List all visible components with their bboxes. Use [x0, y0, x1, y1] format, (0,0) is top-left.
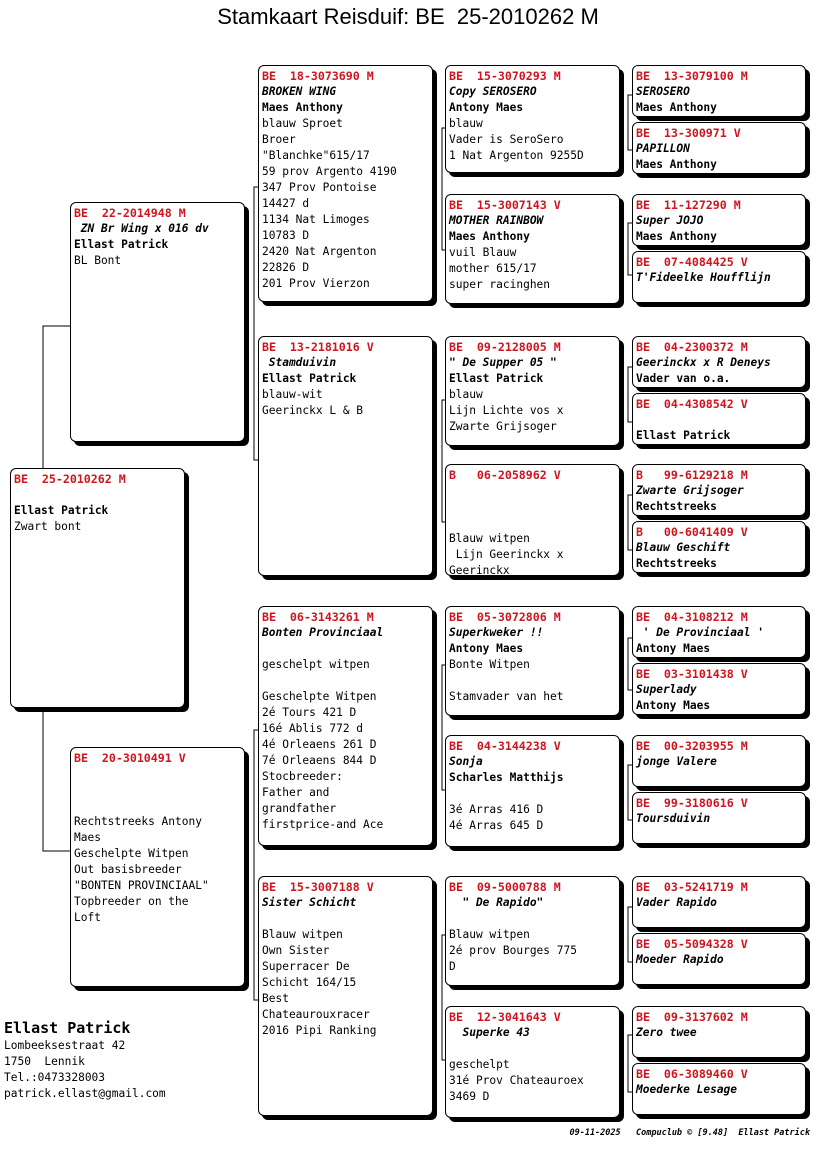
pigeon-info-line: Loft [74, 911, 101, 924]
pigeon-info-line: firstprice-and Ace [262, 818, 384, 831]
pigeon-card-p6 [258, 876, 433, 1116]
pigeon-card-p28 [632, 933, 806, 985]
pigeon-info-line: Geerinckx [449, 564, 510, 576]
owner-city: 1750 Lennik [4, 1055, 85, 1068]
pigeon-info-line: Broer [262, 133, 296, 146]
breeder-name: Rechtstreeks [636, 500, 717, 513]
pigeon-card-p4 [258, 336, 433, 576]
breeder-name: Maes Anthony [636, 101, 717, 114]
pigeon-card-p1 [70, 202, 245, 442]
ring-number: BE 00-3203955 M [636, 739, 748, 753]
pigeon-card-p10 [445, 464, 620, 576]
pigeon-name: MOTHER RAINBOW [449, 214, 544, 227]
pigeon-info-line: 347 Prov Pontoise [262, 181, 377, 194]
owner-name: Ellast Patrick [4, 1019, 131, 1037]
pigeon-name: Zero twee [636, 1026, 697, 1039]
pigeon-name: jonge Valere [636, 755, 717, 768]
pigeon-info-line: super racinghen [449, 278, 551, 291]
pigeon-info-line: 4é Orleaens 261 D [262, 738, 377, 751]
ring-number: BE 05-5094328 V [636, 937, 748, 951]
pigeon-info-line: vuil Blauw [449, 246, 517, 259]
pigeon-name: Blauw Geschift [636, 541, 731, 554]
pigeon-info-line: geschelpt witpen [262, 658, 370, 671]
pigeon-info-line: 22826 D [262, 261, 310, 274]
pigeon-info-line: Blauw witpen [449, 532, 530, 545]
pigeon-card-p30 [632, 1063, 806, 1115]
pigeon-info-line: 1134 Nat Limoges [262, 213, 370, 226]
pigeon-info-line: 2420 Nat Argenton [262, 245, 377, 258]
pigeon-name: Moeder Rapido [636, 953, 724, 966]
pigeon-name: Superlady [636, 683, 697, 696]
pigeon-card-p27 [632, 876, 806, 928]
pigeon-card-p15 [632, 65, 806, 117]
pigeon-info-line: Topbreeder on the [74, 895, 189, 908]
pigeon-info-line: Geerinckx L & B [262, 404, 364, 417]
pigeon-name: Vader Rapido [636, 896, 717, 909]
ring-number: BE 03-3101438 V [636, 667, 748, 681]
pigeon-card-p13 [445, 876, 620, 986]
ring-number: BE 03-5241719 M [636, 880, 748, 894]
pigeon-info-line: Blauw witpen [262, 928, 343, 941]
pigeon-card-p24 [632, 663, 806, 715]
pigeon-info-line: Own Sister [262, 944, 330, 957]
owner-email: patrick.ellast@gmail.com [4, 1087, 166, 1100]
pigeon-info-line [449, 499, 616, 515]
pigeon-info-line: Lijn Lichte vos x [449, 404, 564, 417]
pigeon-card-p5 [258, 606, 433, 846]
ring-number: BE 11-127290 M [636, 198, 741, 212]
pigeon-info-line: 3469 D [449, 1090, 490, 1103]
ring-number: BE 04-2300372 M [636, 340, 748, 354]
pigeon-info-line: D [449, 960, 456, 973]
pigeon-info-line: geschelpt [449, 1058, 510, 1071]
pigeon-info-line: 3é Arras 416 D [449, 803, 544, 816]
pigeon-card-p8 [445, 194, 620, 304]
pigeon-info-line [449, 911, 616, 927]
pigeon-info-line: Father and [262, 786, 330, 799]
ring-number: BE 25-2010262 M [14, 472, 126, 486]
ring-number: BE 13-2181016 V [262, 340, 374, 354]
breeder-name: Ellast Patrick [449, 372, 544, 385]
pigeon-info-line: Vader is SeroSero [449, 133, 564, 146]
ring-number: BE 15-3007188 V [262, 880, 374, 894]
pigeon-name: Zwarte Grijsoger [636, 484, 744, 497]
pigeon-info-line [449, 786, 616, 802]
pigeon-info-line: Blauw witpen [449, 928, 530, 941]
pigeon-info-line: blauw [449, 117, 483, 130]
pigeon-info-line [14, 487, 181, 503]
pigeon-info-line [74, 782, 241, 798]
ring-number: BE 12-3041643 V [449, 1010, 561, 1024]
pigeon-name: BROKEN WING [262, 85, 337, 98]
ring-number: BE 06-3143261 M [262, 610, 374, 624]
pigeon-info-line [74, 798, 241, 814]
pigeon-info-line: Geschelpte Witpen [74, 847, 189, 860]
pigeon-card-p19 [632, 336, 806, 388]
pigeon-name: " De Supper 05 " [449, 356, 557, 369]
pigeon-info-line [449, 673, 616, 689]
pigeon-info-line [74, 766, 241, 782]
pigeon-name: Geerinckx x R Deneys [636, 356, 771, 369]
pigeon-name: Stamduivin [262, 356, 337, 369]
page-title: Stamkaart Reisduif: BE 25-2010262 M [217, 4, 599, 29]
pigeon-info-line: blauw [449, 388, 483, 401]
pigeon-card-p0 [10, 468, 185, 708]
breeder-name: Antony Maes [449, 642, 524, 655]
pigeon-info-line: grandfather [262, 802, 337, 815]
pigeon-info-line: 31é Prov Chateauroex [449, 1074, 584, 1087]
pigeon-info-line: 7é Orleaens 844 D [262, 754, 377, 767]
pigeon-info-line: blauw-wit [262, 388, 323, 401]
pigeon-card-p16 [632, 122, 806, 174]
pigeon-name: ' De Provinciaal ' [636, 626, 764, 639]
pigeon-info-line [449, 483, 616, 499]
pigeon-info-line: Lijn Geerinckx x [449, 548, 564, 561]
ring-number: BE 05-3072806 M [449, 610, 561, 624]
pigeon-info-line: Maes [74, 831, 101, 844]
ring-number: BE 07-4084425 V [636, 255, 748, 269]
breeder-name: Antony Maes [636, 642, 711, 655]
pigeon-card-p17 [632, 194, 806, 246]
pigeon-info-line: 4é Arras 645 D [449, 819, 544, 832]
breeder-name: Rechtstreeks [636, 557, 717, 570]
ring-number: BE 15-3070293 M [449, 69, 561, 83]
ring-number: BE 18-3073690 M [262, 69, 374, 83]
pigeon-info-line [449, 1041, 616, 1057]
ring-number: BE 09-2128005 M [449, 340, 561, 354]
pigeon-info-line: Stocbreeder: [262, 770, 343, 783]
owner-address: Lombeeksestraat 42 [4, 1039, 126, 1052]
ring-number: BE 20-3010491 V [74, 751, 186, 765]
pigeon-name: Bonten Provinciaal [262, 626, 384, 639]
pigeon-card-p23 [632, 606, 806, 658]
pigeon-info-line [262, 911, 429, 927]
pigeon-name: Copy SEROSERO [449, 85, 537, 98]
pigeon-card-p18 [632, 251, 806, 303]
pigeon-info-line: 2016 Pipi Ranking [262, 1024, 377, 1037]
pigeon-info-line: Bonte Witpen [449, 658, 530, 671]
ring-number: BE 09-3137602 M [636, 1010, 748, 1024]
pigeon-card-p7 [445, 65, 620, 173]
breeder-name: Vader van o.a. [636, 372, 731, 385]
pigeon-info-line: mother 615/17 [449, 262, 537, 275]
breeder-name: Ellast Patrick [74, 238, 169, 251]
breeder-name: Ellast Patrick [14, 504, 109, 517]
pigeon-info-line: 10783 D [262, 229, 310, 242]
pigeon-name: ZN Br Wing x 016 dv [74, 222, 209, 235]
pigeon-info-line [636, 412, 802, 428]
pigeon-name: SEROSERO [636, 85, 690, 98]
pigeon-name: Super JOJO [636, 214, 704, 227]
breeder-name: Ellast Patrick [262, 372, 357, 385]
pigeon-info-line: 14427 d [262, 197, 310, 210]
ring-number: BE 06-3089460 V [636, 1067, 748, 1081]
breeder-name: Maes Anthony [636, 230, 717, 243]
ring-number: BE 04-3144238 V [449, 739, 561, 753]
pigeon-info-line: 59 prov Argento 4190 [262, 165, 397, 178]
breeder-name: Ellast Patrick [636, 429, 731, 442]
breeder-name: Maes Anthony [262, 101, 343, 114]
pigeon-name: " De Rapido" [449, 896, 544, 909]
pigeon-info-line [262, 641, 429, 657]
pigeon-info-line: "Blanchke"615/17 [262, 149, 370, 162]
footer-credit: 09-11-2025 Compuclub © [9.48] Ellast Patrick [569, 1128, 810, 1138]
ring-number: B 00-6041409 V [636, 525, 748, 539]
pigeon-card-p26 [632, 792, 806, 844]
pigeon-info-line: 201 Prov Vierzon [262, 277, 370, 290]
ring-number: BE 04-4308542 V [636, 397, 748, 411]
breeder-name: Maes Anthony [636, 158, 717, 171]
ring-number: BE 04-3108212 M [636, 610, 748, 624]
ring-number: BE 13-3079100 M [636, 69, 748, 83]
pigeon-info-line: Zwart bont [14, 520, 82, 533]
pigeon-card-p21 [632, 464, 806, 516]
pigeon-info-line: 1 Nat Argenton 9255D [449, 149, 584, 162]
pigeon-info-line: Stamvader van het [449, 690, 564, 703]
pigeon-info-line: 2é Tours 421 D [262, 706, 357, 719]
pigeon-info-line: BL Bont [74, 254, 122, 267]
owner-phone: Tel.:0473328003 [4, 1071, 106, 1084]
pigeon-card-p29 [632, 1006, 806, 1058]
pigeon-name: Toursduivin [636, 812, 711, 825]
pigeon-info-line [449, 515, 616, 531]
pigeon-info-line: Chateaurouxracer [262, 1008, 370, 1021]
pigeon-card-p9 [445, 336, 620, 446]
pigeon-card-p20 [632, 393, 806, 445]
pigeon-card-p25 [632, 735, 806, 787]
pigeon-name: Superke 43 [449, 1026, 530, 1039]
ring-number: BE 22-2014948 M [74, 206, 186, 220]
ring-number: B 99-6129218 M [636, 468, 748, 482]
pigeon-name: Superkweker !! [449, 626, 544, 639]
pigeon-info-line: Best [262, 992, 289, 1005]
pigeon-name: T'Fideelke Houfflijn [636, 271, 771, 284]
pigeon-info-line: "BONTEN PROVINCIAAL" [74, 879, 209, 892]
pigeon-card-p22 [632, 521, 806, 573]
ring-number: BE 15-3007143 V [449, 198, 561, 212]
pigeon-card-p2 [70, 747, 245, 987]
pigeon-card-p12 [445, 735, 620, 847]
pigeon-card-p3 [258, 65, 433, 302]
pigeon-info-line: blauw Sproet [262, 117, 343, 130]
pigeon-info-line: Superracer De [262, 960, 350, 973]
ring-number: BE 13-300971 V [636, 126, 741, 140]
pigeon-name: Moederke Lesage [636, 1083, 738, 1096]
pigeon-card-p11 [445, 606, 620, 716]
pigeon-info-line: Zwarte Grijsoger [449, 420, 557, 433]
pigeon-name: PAPILLON [636, 142, 690, 155]
breeder-name: Maes Anthony [449, 230, 530, 243]
pigeon-info-line: 16é Ablis 772 d [262, 722, 364, 735]
pigeon-card-p14 [445, 1006, 620, 1118]
ring-number: BE 09-5000788 M [449, 880, 561, 894]
pigeon-info-line [262, 673, 429, 689]
breeder-name: Antony Maes [636, 699, 711, 712]
ring-number: BE 99-3180616 V [636, 796, 748, 810]
pigeon-name: Sister Schicht [262, 896, 357, 909]
pigeon-info-line: Geschelpte Witpen [262, 690, 377, 703]
breeder-name: Antony Maes [449, 101, 524, 114]
pigeon-info-line: Rechtstreeks Antony [74, 815, 202, 828]
owner-block [4, 1018, 166, 1102]
ring-number: B 06-2058962 V [449, 468, 561, 482]
pigeon-info-line: 2é prov Bourges 775 [449, 944, 577, 957]
breeder-name: Scharles Matthijs [449, 771, 564, 784]
pigeon-info-line: Out basisbreeder [74, 863, 182, 876]
pigeon-name: Sonja [449, 755, 483, 768]
pigeon-info-line: Schicht 164/15 [262, 976, 357, 989]
